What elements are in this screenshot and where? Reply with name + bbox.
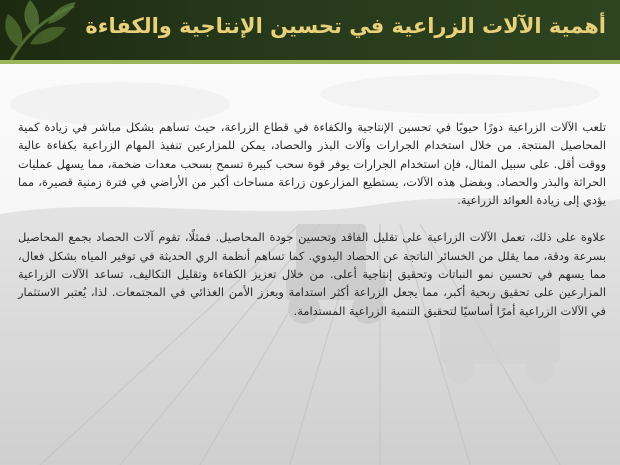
slide-header — [0, 0, 620, 64]
paragraph-1: تلعب الآلات الزراعية دورًا حيويًا في تحسين الإنتاجية والكفاءة في قطاع الزراعة، حيث تساهم بشكل مباشر في زيادة كمية المحاصيل المنتجة. من خلال استخدام الجرارات وآلات البذر والحصاد، يمكن للمزارعين تنفيذ المهام الزراعية بكفاءة عالية ووقت أقل. على سبيل المثال، فإن استخدام الجرارات يوفر قوة سحب كبيرة تسمح بسحب معدات ضخمة، مما يسهل عمليات الحراثة والبذر والحصاد. وبفضل هذه الآلات، يستطيع المزارعون زراعة مساحات أكبر من الأراضي في فترة زمنية قصيرة، مما يؤدي إلى زيادة العوائد الزراعية. — [18, 120, 606, 208]
page-title: أهمية الآلات الزراعية في تحسين الإنتاجية والكفاءة — [85, 14, 606, 38]
article-body — [18, 118, 606, 339]
wheat-leaf-icon — [0, 0, 80, 64]
paragraph-2: علاوة على ذلك، تعمل الآلات الزراعية على تقليل الفاقد وتحسين جودة المحاصيل. فمثلًا، تقوم آلات الحصاد بجمع المحاصيل بسرعة ودقة، مما يقلل من الخسائر الناتجة عن الحصاد اليدوي. كما تساهم أنظمة الري الحديثة في توفير المياه بشكل فعال، مما يسهم في تحسين نمو النباتات وتحقيق إنتاجية أعلى. من خلال تعزيز الكفاءة وتقليل التكاليف، تساعد الآلات الزراعية المزارعين على تحقيق ربحية أكبر، مما يجعل الزراعة أكثر استدامة ويعزز الأمن الغذائي في المجتمعات. لذا، يُعتبر الاستثمار في الآلات الزراعية أمرًا أساسيًا لتحقيق التنمية الزراعية المستدامة. — [18, 230, 606, 318]
